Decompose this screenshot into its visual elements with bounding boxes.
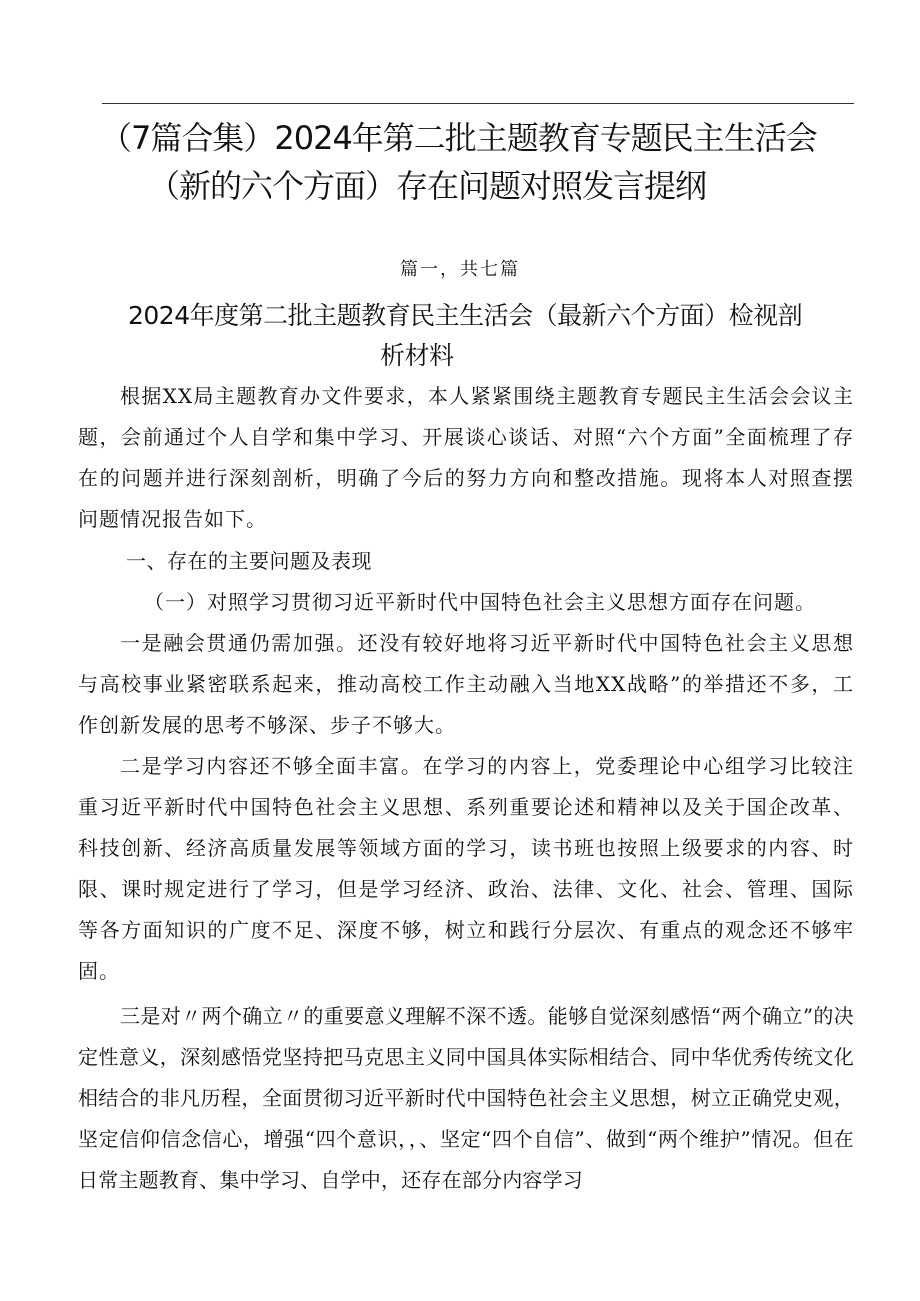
document-title-line-1: （7篇合集）2024年第二批主题教育专题民主生活会: [100, 119, 817, 157]
point-paragraph-1: 一是融会贯通仍需加强。还没有较好地将习近平新时代中国特色社会主义思想与高校事业紧密联系起来，推动高校工作主动融入当地XX战略”的举措还不多，工作创新发展的思考不够深、步子不够大。: [78, 631, 854, 737]
article-subtitle: [112, 296, 872, 376]
header-rule: [102, 103, 854, 104]
point-paragraph-3: 三是对〃两个确立〃的重要意义理解不深不透。能够自觉深刻感悟“两个确立”的决定性意义，深刻感悟党坚持把马克思主义同中国具体实际相结合、同中华优秀传统文化相结合的非凡历程，全面贯彻习近平新时代中国特色社会主义思想，树立正确党史观，坚定信仰信念信心，增强“四个意识，，、坚定“四个自信”、做到“两个维护”情况。但在日常主题教育、集中学习、自学中，还存在部分内容学习: [78, 1004, 854, 1192]
point-paragraph-2: 二是学习内容还不够全面丰富。在学习的内容上，党委理论中心组学习比较注重习近平新时代中国特色社会主义思想、系列重要论述和精神以及关于国企改革、科技创新、经济高质量发展等领域方面的学习，读书班也按照上级要求的内容、时限、课时规定进行了学习，但是学习经济、政治、法律、文化、社会、管理、国际等各方面知识的广度不足、深度不够，树立和践行分层次、有重点的观念还不够牢固。: [78, 754, 854, 983]
document-title-line-2: （新的六个方面）存在问题对照发言提纲: [148, 167, 707, 205]
document-title: [100, 114, 860, 210]
section-heading: 一、存在的主要问题及表现: [126, 549, 372, 573]
document-body: [78, 376, 854, 1201]
article-subtitle-line-1: 2024年度第二批主题教育民主生活会（最新六个方面）检视剖: [128, 301, 803, 330]
article-subtitle-line-2: 析材料: [380, 341, 454, 370]
section-label: 篇一，共七篇: [400, 259, 520, 280]
intro-paragraph: 根据XX局主题教育办文件要求，本人紧紧围绕主题教育专题民主生活会会议主题，会前通过个人自学和集中学习、开展谈心谈话、对照“六个方面”全面梳理了存在的问题并进行深刻剖析，明确了今后的努力方向和整改措施。现将本人对照查摆问题情况报告如下。: [78, 384, 854, 531]
subsection-heading: （一）对照学习贯彻习近平新时代中国特色社会主义思想方面存在问题。: [144, 590, 816, 614]
